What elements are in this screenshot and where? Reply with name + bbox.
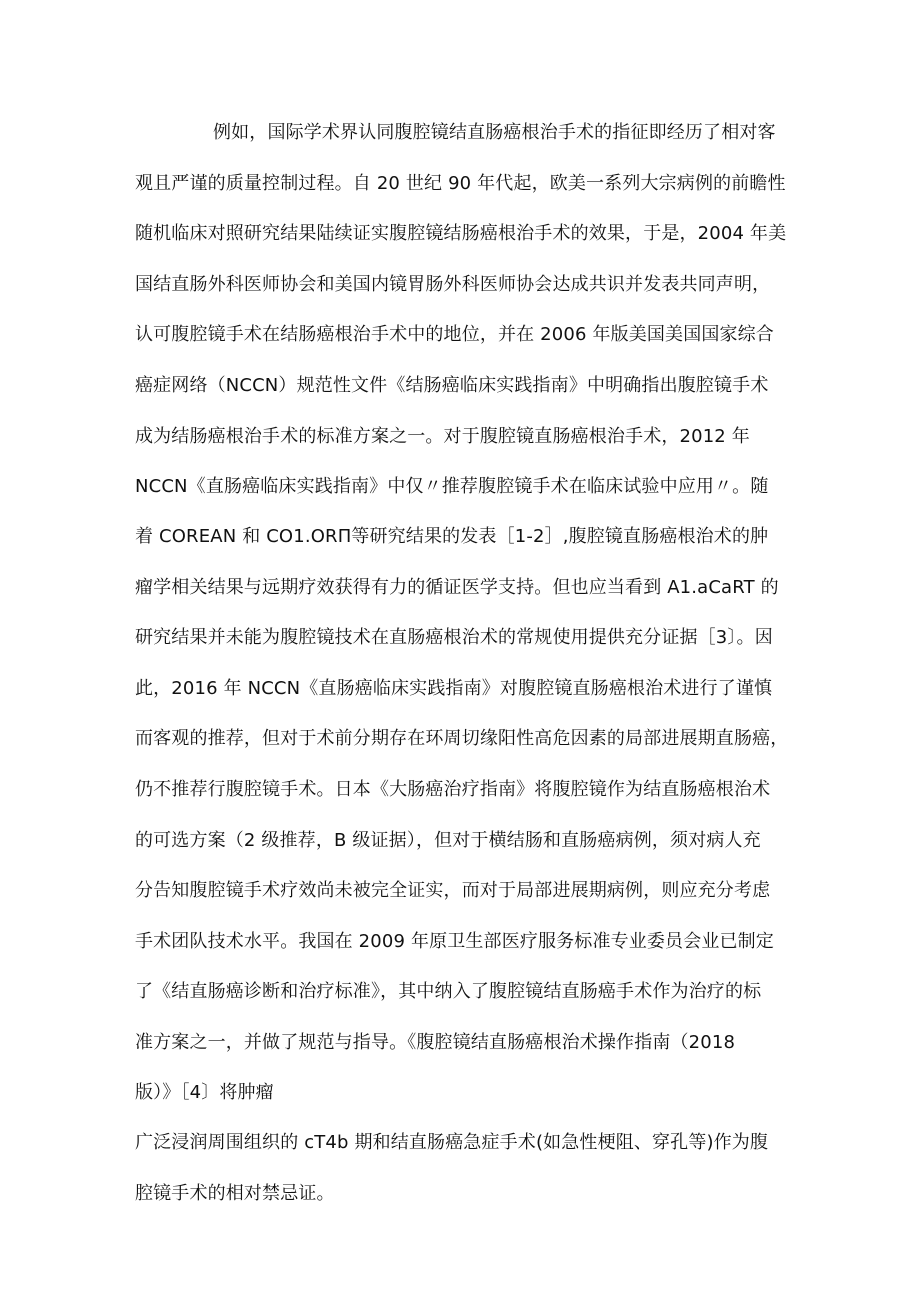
text-line: 版）》［4〕将肿瘤 [135,1082,274,1103]
text-line: 此，2016 年 NCCN《直肠癌临床实践指南》对腹腔镜直肠癌根治术进行了谨慎 [135,678,773,699]
text-line: 的可选方案（2 级推荐，B 级证据），但对于横结肠和直肠癌病例，须对病人充 [135,830,761,851]
text-line: 了《结直肠癌诊断和治疗标准》，其中纳入了腹腔镜结直肠癌手术作为治疗的标 [135,981,762,1002]
text-line: NCCN《直肠癌临床实践指南》中仅〃推荐腹腔镜手术在临床试验中应用〃。随 [135,476,769,497]
text-line: 着 COREAN 和 CO1.ORΠ等研究结果的发表［1-2］,腹腔镜直肠癌根治术的肿 [135,526,769,547]
text-line: 研究结果并未能为腹腔镜技术在直肠癌根治术的常规使用提供充分证据［3〕。因 [135,627,773,648]
text-line: 随机临床对照研究结果陆续证实腹腔镜结肠癌根治手术的效果，于是，2004 年美 [135,223,787,244]
text-line: 认可腹腔镜手术在结肠癌根治手术中的地位，并在 2006 年版美国美国国家综合 [135,324,774,345]
text-line: 准方案之一，并做了规范与指导。《腹腔镜结直肠癌根治术操作指南（2018 [135,1032,736,1053]
text-line: 手术团队技术水平。我国在 2009 年原卫生部医疗服务标准专业委员会业已制定 [135,931,774,952]
text-line: 例如，国际学术界认同腹腔镜结直肠癌根治手术的指征即经历了相对客 [213,122,776,143]
text-line: 仍不推荐行腹腔镜手术。日本《大肠癌治疗指南》将腹腔镜作为结直肠癌根治术 [135,779,771,800]
text-line: 而客观的推荐，但对于术前分期存在环周切缘阳性高危因素的局部进展期直肠癌， [135,728,789,749]
text-line: 瘤学相关结果与远期疗效获得有力的循证医学支持。但也应当看到 A1.aCaRT 的 [135,577,779,598]
text-line: 国结直肠外科医师协会和美国内镜胃肠外科医师协会达成共识并发表共同声明， [135,274,771,295]
text-line: 广泛浸润周围组织的 cT4b 期和结直肠癌急症手术(如急性梗阻、穿孔等)作为腹 [135,1132,769,1153]
text-line: 观且严谨的质量控制过程。自 20 世纪 90 年代起，欧美一系列大宗病例的前瞻性 [135,173,786,194]
text-line: 腔镜手术的相对禁忌证。 [135,1183,335,1204]
text-line: 癌症网络（NCCN）规范性文件《结肠癌临床实践指南》中明确指出腹腔镜手术 [135,375,769,396]
text-line: 成为结肠癌根治手术的标准方案之一。对于腹腔镜直肠癌根治手术，2012 年 [135,426,750,447]
text-line: 分告知腹腔镜手术疗效尚未被完全证实，而对于局部进展期病例，则应充分考虑 [135,880,771,901]
